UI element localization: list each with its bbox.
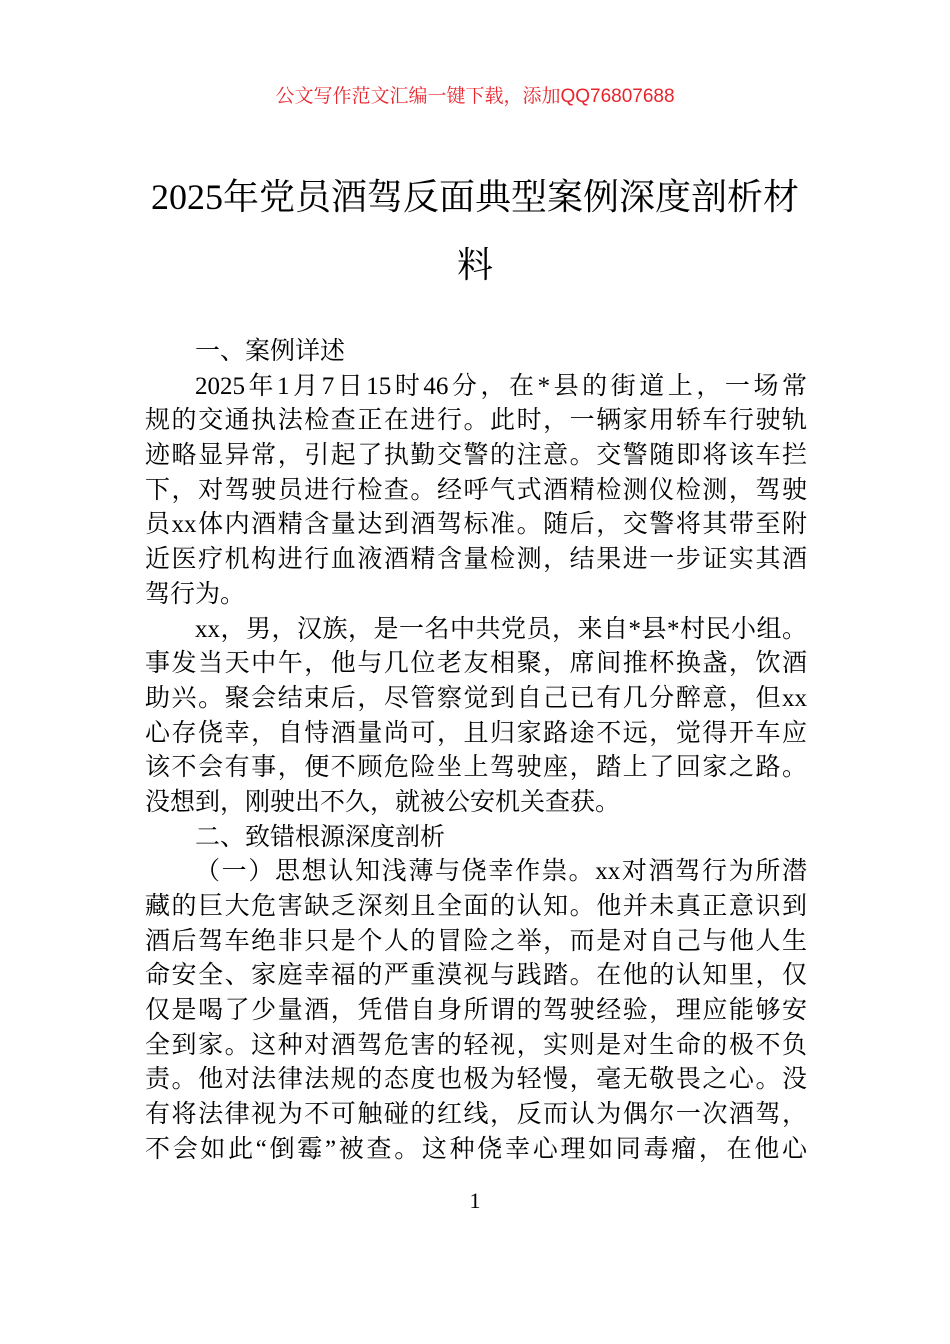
document-body	[145, 335, 807, 1168]
text-line: 心存侥幸，自恃酒量尚可，且归家路途不远，觉得开车应	[145, 719, 807, 747]
text-line: 规的交通执法检查正在进行。此时，一辆家用轿车行驶轨	[145, 407, 807, 435]
text-line: 近医疗机构进行血液酒精含量检测，结果进一步证实其酒	[145, 546, 807, 574]
text-line: xx，男，汉族，是一名中共党员，来自*县*村民小组。	[195, 615, 807, 643]
text-line: 命安全、家庭幸福的严重漠视与践踏。在他的认知里，仅	[145, 962, 807, 990]
text-line: 员xx体内酒精含量达到酒驾标准。随后，交警将其带至附	[145, 511, 807, 539]
text-line: 下，对驾驶员进行检查。经呼气式酒精检测仪检测，驾驶	[145, 476, 807, 504]
text-line: 没想到，刚驶出不久，就被公安机关查获。	[145, 788, 621, 816]
text-line: 不会如此“倒霉”被查。这种侥幸心理如同毒瘤，在他心	[145, 1135, 807, 1163]
text-line: 酒后驾车绝非只是个人的冒险之举，而是对自己与他人生	[145, 927, 807, 955]
section-heading: 二、致错根源深度剖析	[195, 823, 446, 851]
page-number: 1	[469, 1188, 481, 1213]
text-line: 驾行为。	[145, 580, 246, 608]
document-title-line-1: 2025年党员酒驾反面典型案例深度剖析材	[150, 177, 799, 217]
text-line: 仅是喝了少量酒，凭借自身所谓的驾驶经验，理应能够安	[145, 997, 807, 1025]
section-heading: 一、案例详述	[195, 338, 346, 365]
text-line: 2025年1月7日15时46分，在*县的街道上，一场常	[195, 372, 807, 400]
text-line: 该不会有事，便不顾危险坐上驾驶座，踏上了回家之路。	[145, 754, 807, 782]
text-line: 迹略显异常，引起了执勤交警的注意。交警随即将该车拦	[145, 442, 807, 470]
paragraph-case-detail	[145, 370, 807, 613]
promo-watermark-text: 公文写作范文汇编一键下载，添加QQ76807688	[275, 86, 675, 107]
paragraph-person-background	[145, 613, 807, 821]
paragraph-analysis-1	[145, 855, 807, 1167]
text-line: （一）思想认知浅薄与侥幸作祟。xx对酒驾行为所潜	[195, 858, 807, 886]
text-line: 助兴。聚会结束后，尽管察觉到自己已有几分醉意，但xx	[145, 684, 807, 712]
text-line: 责。他对法律法规的态度也极为轻慢，毫无敬畏之心。没	[145, 1066, 807, 1094]
text-line: 事发当天中午，他与几位老友相聚，席间推杯换盏，饮酒	[145, 650, 807, 678]
document-title-line-2: 料	[456, 245, 493, 285]
text-line: 有将法律视为不可触碰的红线，反而认为偶尔一次酒驾，	[145, 1101, 807, 1129]
text-line: 全到家。这种对酒驾危害的轻视，实则是对生命的极不负	[145, 1031, 807, 1059]
text-line: 藏的巨大危害缺乏深刻且全面的认知。他并未真正意识到	[145, 893, 807, 920]
